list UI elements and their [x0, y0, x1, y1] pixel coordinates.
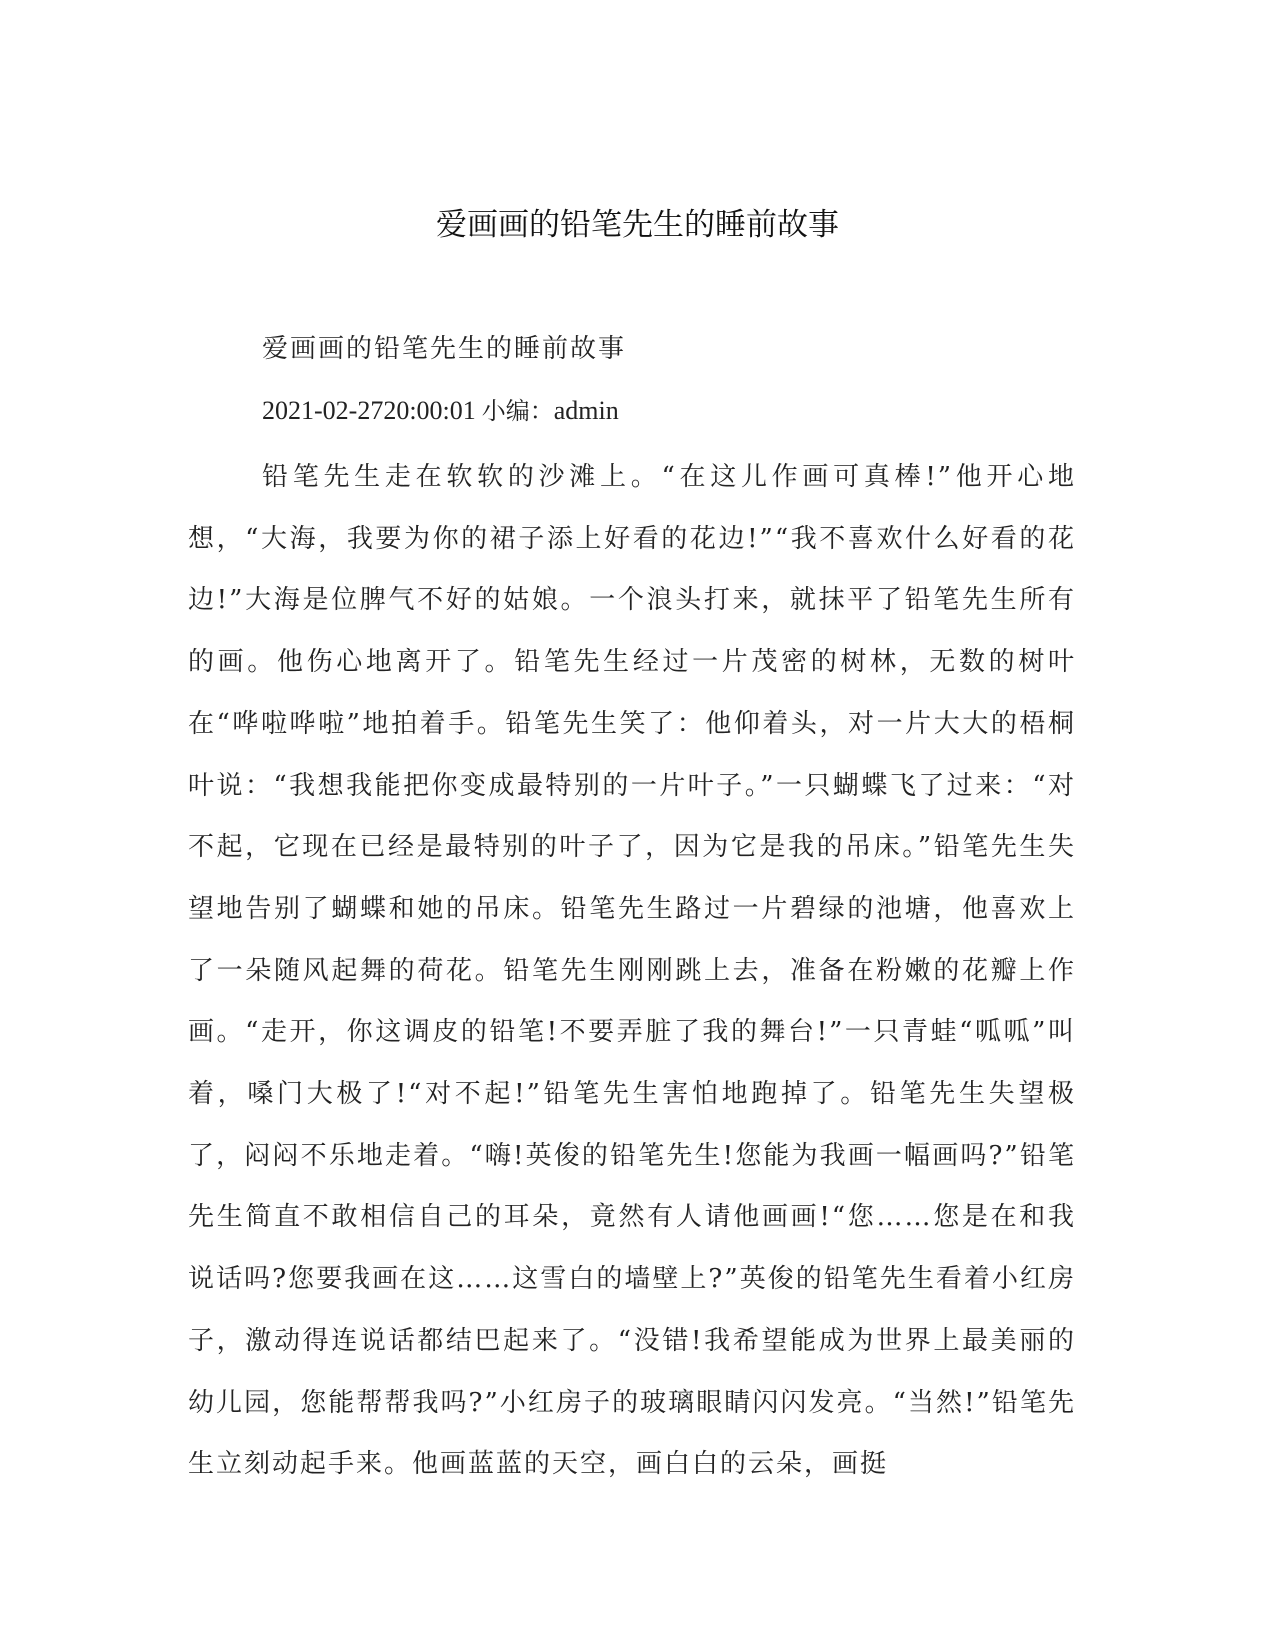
story-paragraph: 铅笔先生走在软软的沙滩上。“在这儿作画可真棒!”他开心地想，“大海，我要为你的裙子添上好看的花边!”“我不喜欢什么好看的花边!”大海是位脾气不好的姑娘。一个浪头打来，就抹平了铅笔先生所有的画。他伤心地离开了。铅笔先生经过一片茂密的树林，无数的树叶在“哗啦哗啦”地拍着手。铅笔先生笑了：他仰着头，对一片大大的梧桐叶说：“我想我能把你变成最特别的一片叶子。”一只蝴蝶飞了过来：“对不起，它现在已经是最特别的叶子了，因为它是我的吊床。”铅笔先生失望地告别了蝴蝶和她的吊床。铅笔先生路过一片碧绿的池塘，他喜欢上了一朵随风起舞的荷花。铅笔先生刚刚跳上去，准备在粉嫩的花瓣上作画。“走开，你这调皮的铅笔!不要弄脏了我的舞台!”一只青蛙“呱呱”叫着，嗓门大极了!“对不起!”铅笔先生害怕地跑掉了。铅笔先生失望极了，闷闷不乐地走着。“嗨!英俊的铅笔先生!您能为我画一幅画吗?”铅笔先生简直不敢相信自己的耳朵，竟然有人请他画画!“您……您是在和我说话吗?您要我画在这……这雪白的墙壁上?”英俊的铅笔先生看着小红房子，激动得连说话都结巴起来了。“没错!我希望能成为世界上最美丽的幼儿园，您能帮帮我吗?”小红房子的玻璃眼睛闪闪发亮。“当然!”铅笔先生立刻动起手来。他画蓝蓝的天空，画白白的云朵，画挺 — [188, 462, 1076, 1480]
article-meta — [188, 385, 1076, 437]
article-subtitle: 爱画画的铅笔先生的睡前故事 — [262, 334, 627, 364]
author-label: 小编： — [481, 397, 554, 425]
publish-datetime: 2021-02-2720:00:01 — [262, 396, 476, 425]
document-title: 爱画画的铅笔先生的睡前故事 — [436, 207, 839, 243]
document-body — [188, 323, 1076, 1496]
author-name: admin — [553, 396, 619, 425]
